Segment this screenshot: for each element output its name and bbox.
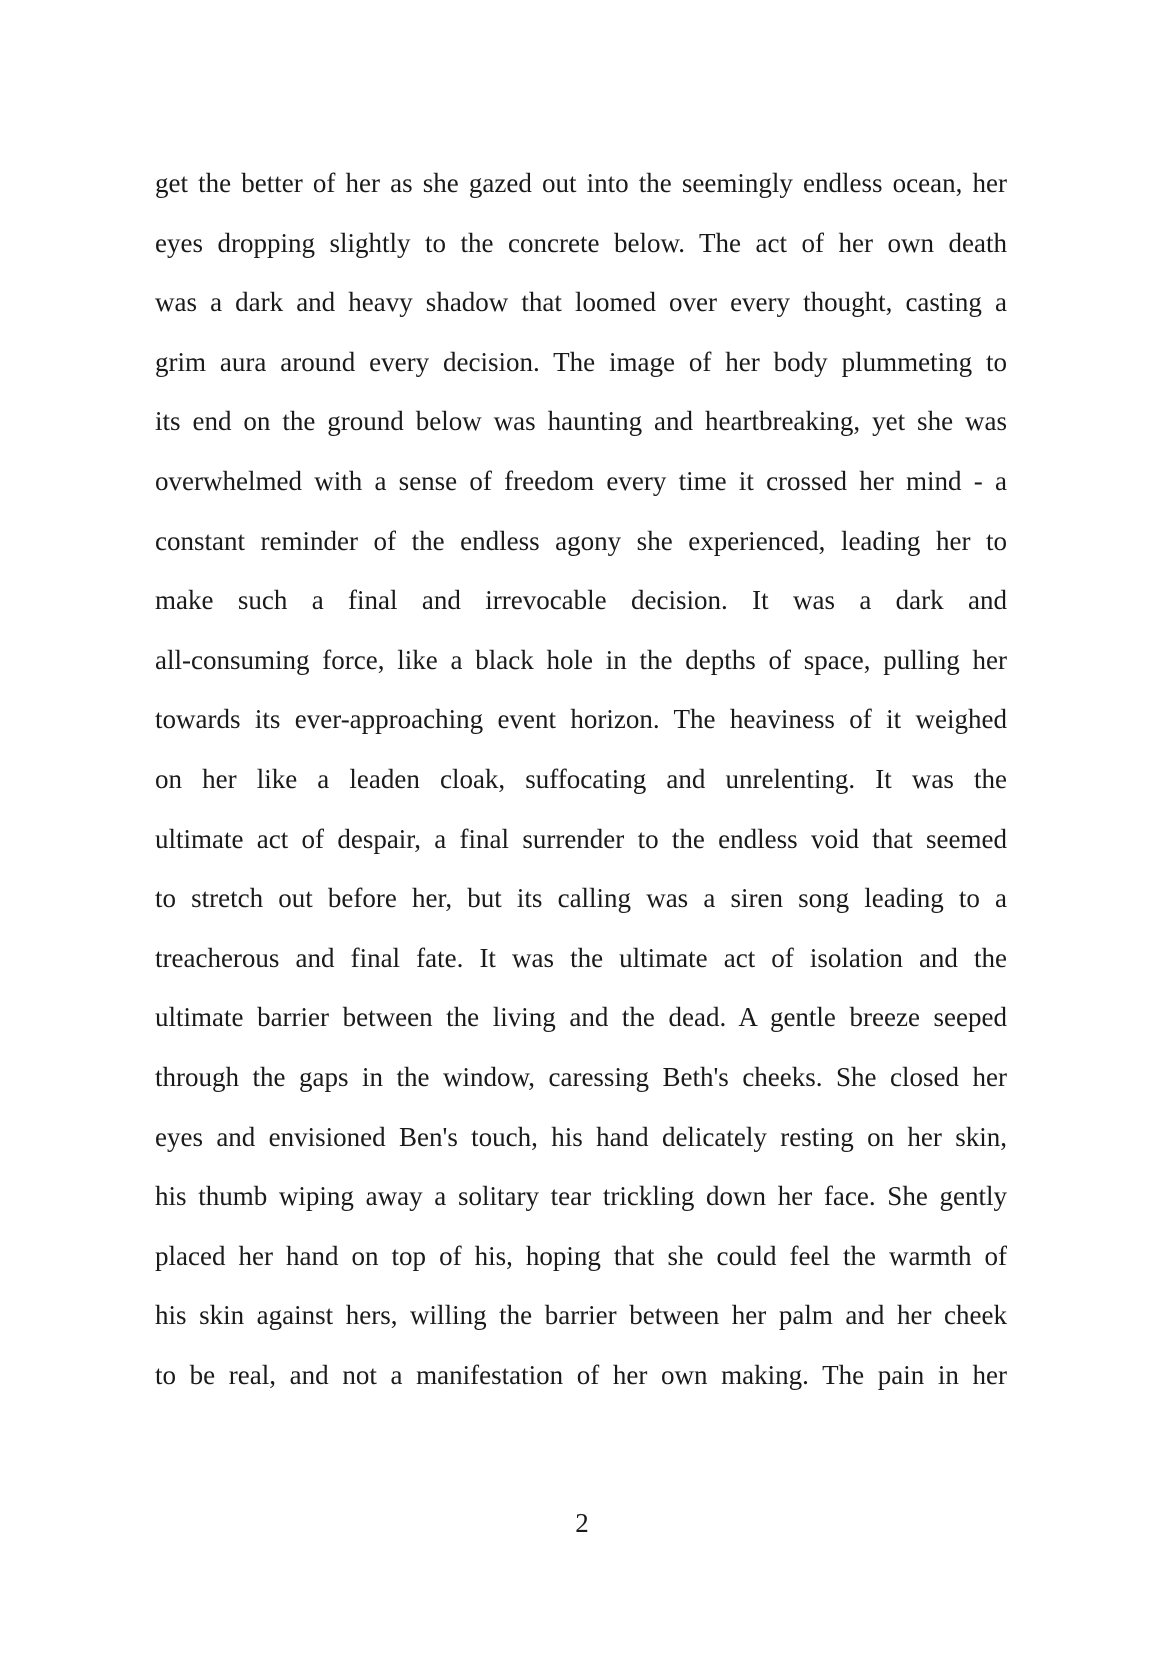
text-line: grim aura around every decision. The image of her body plummeting to (155, 346, 1007, 377)
text-line: placed her hand on top of his, hoping that she could feel the warmth of (155, 1240, 1007, 1271)
text-line: make such a final and irrevocable decision. It was a dark and (155, 585, 1007, 616)
text-line: eyes dropping slightly to the concrete below. The act of her own death (155, 227, 1007, 258)
text-line: was a dark and heavy shadow that loomed over every thought, casting a (155, 287, 1007, 318)
text-line: its end on the ground below was haunting and heartbreaking, yet she was (155, 406, 1007, 437)
text-line: on her like a leaden cloak, suffocating and unrelenting. It was the (155, 763, 1007, 794)
text-line: towards its ever-approaching event horizon. The heaviness of it weighed (155, 704, 1007, 735)
text-line: ultimate act of despair, a final surrender to the endless void that seemed (155, 823, 1007, 854)
text-line: to be real, and not a manifestation of her own making. The pain in her (155, 1359, 1007, 1390)
text-line: his thumb wiping away a solitary tear trickling down her face. She gently (155, 1181, 1007, 1212)
text-line: all-consuming force, like a black hole in the depths of space, pulling her (155, 644, 1007, 675)
text-line: overwhelmed with a sense of freedom every time it crossed her mind - a (155, 465, 1007, 496)
text-line: his skin against hers, willing the barrier between her palm and her cheek (155, 1300, 1007, 1331)
text-line: ultimate barrier between the living and the dead. A gentle breeze seeped (155, 1002, 1007, 1033)
text-line: to stretch out before her, but its calling was a siren song leading to a (155, 883, 1007, 914)
body-text (155, 154, 1007, 1405)
text-line: constant reminder of the endless agony she experienced, leading her to (155, 525, 1007, 556)
text-line: get the better of her as she gazed out into the seemingly endless ocean, her (155, 168, 1007, 198)
text-line: through the gaps in the window, caressing Beth's cheeks. She closed her (155, 1061, 1007, 1092)
text-line: eyes and envisioned Ben's touch, his hand delicately resting on her skin, (155, 1121, 1007, 1152)
page-number: 2 (575, 1508, 589, 1538)
text-line: treacherous and final fate. It was the ultimate act of isolation and the (155, 942, 1007, 973)
